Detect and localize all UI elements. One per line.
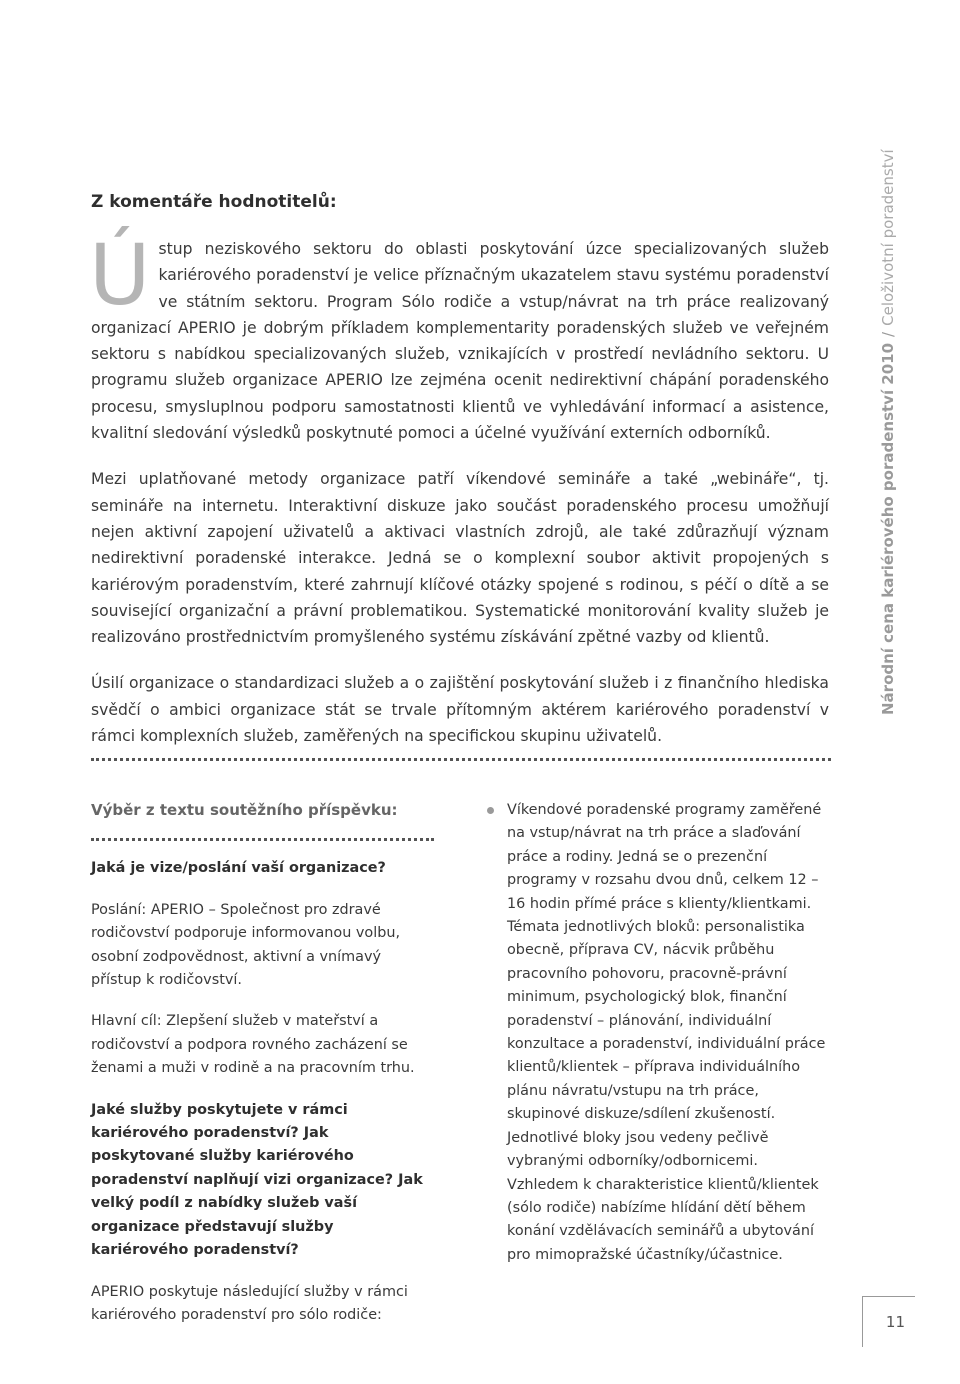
- commentary-body: [89, 226, 829, 769]
- answer-main-goal: Hlavní cíl: Zlepšení služeb v mateřství a rodičovství a podpora rovného zacházení se ženami a muži v rodině a na pracovním trhu.: [91, 1013, 415, 1077]
- list-item-text: Víkendové poradenské programy zaměřené na vstup/návrat na trh práce a slaďování práce a rodiny. Jedná se o prezenční programy v rozsahu dvou dnů, celkem 12 – 16 hodin přímé práce s klienty/klientkami. Témata jednotlivých bloků: personalistika obecně, příprava CV, nácvik průběhu pracovního pohovoru, pracovně-právní minimum, psychologický blok, finanční poradenství – plánování, individuální konzultace a poradenství, individuální práce klientů/klientek – příprava individuálního plánu návratu/vstupu na trh práce, skupinové diskuze/sdílení zkušeností. Jednotlivé bloky jsou vedeny pečlivě vybranými odborníky/odbornicemi. Vzhledem k charakteristice klientů/klientek (sólo rodiče) nabízíme hlídání dětí během konání vzdělávacích seminářů a ubytování pro mimopražské účastníky/účastnice.: [507, 802, 826, 1263]
- excerpt-title: Výběr z textu soutěžního příspěvku:: [91, 801, 398, 819]
- commentary-paragraph-3: Úsilí organizace o standardizaci služeb a o zajištění poskytování služeb i z finančního hlediska svědčí o ambici organizace stát se trvale přítomným aktérem kariérového poradenství v rámci komplexních služeb, zaměřených na specifickou skupinu uživatelů.: [91, 674, 829, 746]
- list-item: [487, 799, 830, 1267]
- dotted-divider: [91, 758, 831, 761]
- running-header-separator: /: [879, 331, 897, 337]
- question-services: Jaké služby poskytujete v rámci kariérového poradenství? Jak poskytované služby kariérového poradenství naplňují vizi organizace? Jak velký podíl z nabídky služeb vaší organizace představují služby kariérového poradenství?: [91, 1101, 423, 1259]
- drop-cap: Ú: [89, 226, 151, 324]
- excerpt-left-column: [91, 799, 434, 1345]
- page-number-box: [862, 1296, 915, 1347]
- excerpt-dotted-divider: [91, 838, 434, 841]
- page-number: 11: [885, 1313, 905, 1331]
- commentary-paragraph-1: [89, 226, 829, 446]
- answer-mission: Poslání: APERIO – Společnost pro zdravé rodičovství podporuje informovanou volbu, osobní zodpovědnost, aktivní a vnímavý přístup k rodičovství.: [91, 901, 401, 989]
- answer-services-intro: APERIO poskytuje následující služby v rámci kariérového poradenství pro sólo rodiče:: [91, 1283, 408, 1323]
- commentary-paragraph-1-text: stup neziskového sektoru do oblasti poskytování úzce specializovaných služeb kariérového poradenství je velice příznačným ukazatelem stavu systému poradenství ve státním sektoru. Program Sólo rodiče a vstup/návrat na trh práce realizovaný organizací APERIO je dobrým příkladem komplementarity poradenských služeb ve veřejném sektoru s nabídkou specializovaných služeb, vznikajících v prostředí nevládního sektoru. U programu služeb organizace APERIO lze zejména ocenit nedirektivní chápání poradenského procesu, smysluplnou podporu samostatnosti klientů ve vyhledávání informací a asistence, kvalitní sledování výsledků poskytnuté pomoci a účelné využívání externích odborníků.: [91, 240, 829, 443]
- excerpt-right-column: [487, 799, 830, 1267]
- running-header-title: Národní cena kariérového poradenství 2010: [879, 342, 897, 715]
- question-vision: Jaká je vize/poslání vaší organizace?: [91, 860, 386, 877]
- commentary-paragraph-2: Mezi uplatňované metody organizace patří víkendové semináře a také „webináře“, tj. semináře na internetu. Interaktivní diskuze jako součást poradenského procesu umožňují nejen aktivní zapojení uživatelů a aktivaci vlastních zdrojů, ale také zdůrazňují význam nedirektivní poradenské interakce. Jedná se o komplexní soubor aktivit propojených s kariérovým poradenstvím, které zahrnují klíčové otázky spojené s rodinou, s péčí o dítě a se související organizační a právní problematikou. Systematické monitorování kvality služeb je realizováno prostřednictvím promyšleného systému získávání zpětné vazby od klientů.: [91, 470, 829, 647]
- section-heading: Z komentáře hodnotitelů:: [91, 192, 337, 212]
- vertical-running-header: [868, 149, 908, 715]
- running-header-text: [868, 149, 908, 715]
- bullet-icon: [487, 807, 494, 814]
- running-header-subtitle: Celoživotní poradenství: [879, 149, 897, 326]
